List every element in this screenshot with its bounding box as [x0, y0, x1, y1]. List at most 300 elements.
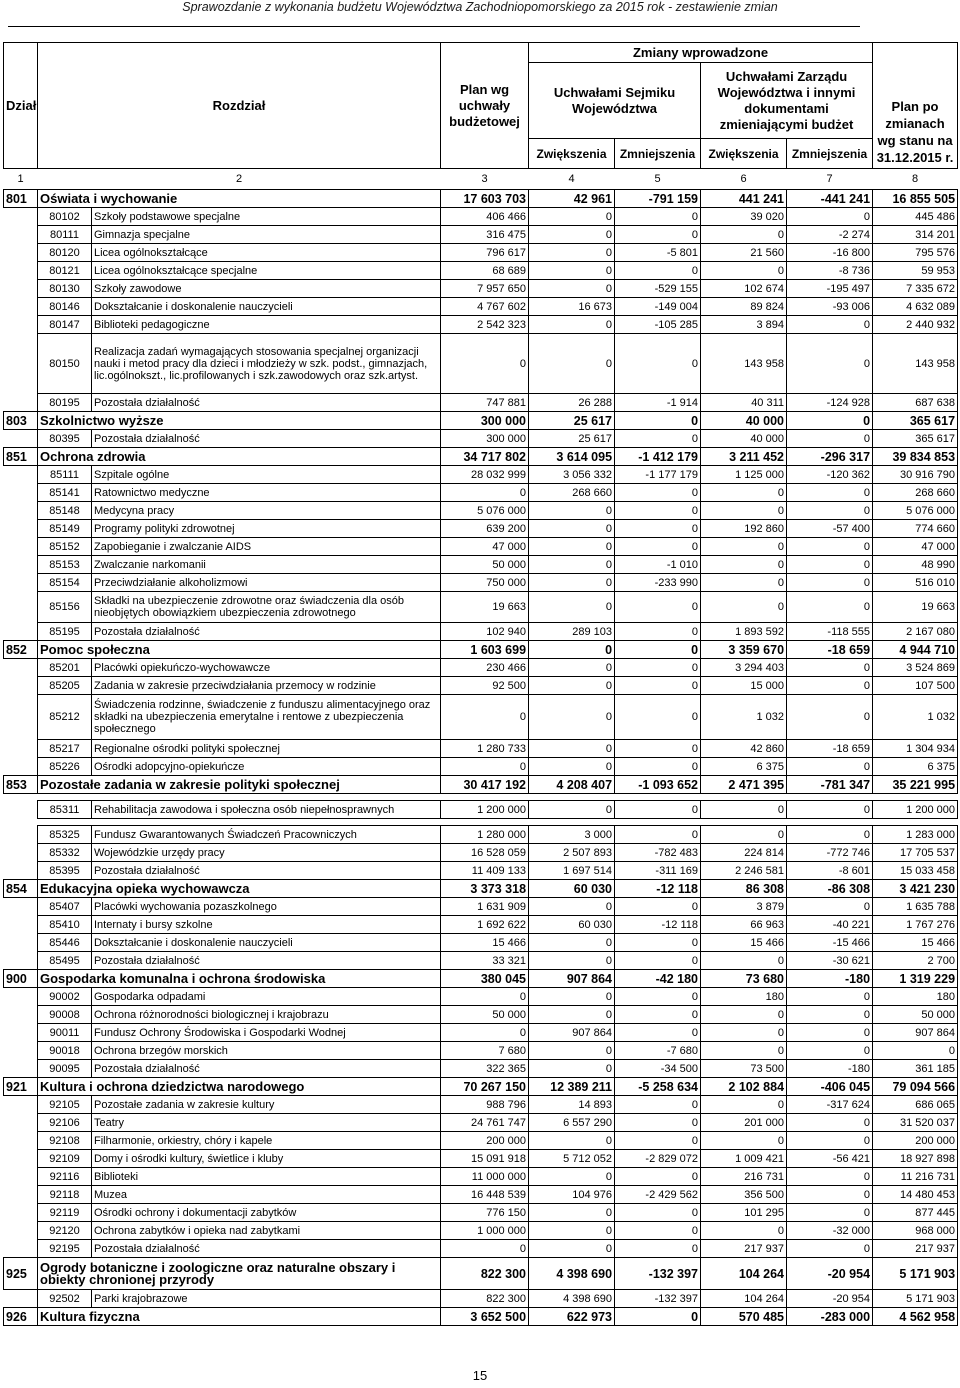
dzial-empty-cell [4, 758, 38, 776]
zarzad-zwiekszenia-value: 356 500 [701, 1186, 787, 1204]
rozdzial-name: Rehabilitacja zawodowa i społeczna osób niepełnosprawnych [92, 801, 441, 819]
rozdzial-name: Zapobieganie i zwalczanie AIDS [92, 538, 441, 556]
rozdzial-row [4, 1060, 958, 1078]
sejmik-zmniejszenia-value: 0 [615, 484, 701, 502]
rozdzial-row [4, 574, 958, 592]
dzial-empty-cell [4, 538, 38, 556]
plan-wg-uchwaly-value: 406 466 [441, 208, 529, 226]
zarzad-zwiekszenia-value: 40 000 [701, 412, 787, 430]
sejmik-zmniejszenia-value: 0 [615, 1204, 701, 1222]
sejmik-zwiekszenia-value: 0 [529, 226, 615, 244]
plan-po-zmianach-value: 4 944 710 [873, 641, 958, 659]
zarzad-zwiekszenia-value: 104 264 [701, 1290, 787, 1308]
sejmik-zmniejszenia-value: 0 [615, 740, 701, 758]
plan-wg-uchwaly-value: 17 603 703 [441, 190, 529, 208]
sejmik-zwiekszenia-value: 0 [529, 1222, 615, 1240]
dzial-row [4, 448, 958, 466]
plan-wg-uchwaly-value: 0 [441, 758, 529, 776]
plan-po-zmianach-value: 30 916 790 [873, 466, 958, 484]
header-uchwaly-zarzadu: Uchwałami Zarządu Województwa i innymi dokumentami zmieniającymi budżet [701, 63, 873, 139]
zarzad-zmniejszenia-value: 0 [787, 677, 873, 695]
zarzad-zwiekszenia-value: 39 020 [701, 208, 787, 226]
plan-po-zmianach-value: 268 660 [873, 484, 958, 502]
plan-po-zmianach-value: 11 216 731 [873, 1168, 958, 1186]
plan-po-zmianach-value: 1 283 000 [873, 826, 958, 844]
sejmik-zwiekszenia-value: 0 [529, 952, 615, 970]
zarzad-zmniejszenia-value: 0 [787, 1024, 873, 1042]
plan-wg-uchwaly-value: 34 717 802 [441, 448, 529, 466]
zarzad-zwiekszenia-value: 0 [701, 952, 787, 970]
sejmik-zmniejszenia-value: -1 010 [615, 556, 701, 574]
zarzad-zmniejszenia-value: 0 [787, 1186, 873, 1204]
dzial-empty-cell [4, 695, 38, 740]
dzial-empty-cell [4, 862, 38, 880]
plan-po-zmianach-value: 795 576 [873, 244, 958, 262]
plan-po-zmianach-value: 1 032 [873, 695, 958, 740]
rozdzial-row [4, 262, 958, 280]
plan-po-zmianach-value: 2 440 932 [873, 316, 958, 334]
plan-po-zmianach-value: 14 480 453 [873, 1186, 958, 1204]
dzial-empty-cell [4, 1240, 38, 1258]
zarzad-zwiekszenia-value: 0 [701, 1042, 787, 1060]
zarzad-zmniejszenia-value: 0 [787, 758, 873, 776]
zarzad-zwiekszenia-value: 0 [701, 1132, 787, 1150]
rozdzial-code: 85154 [38, 574, 92, 592]
rozdzial-name: Domy i ośrodki kultury, świetlice i kluby [92, 1150, 441, 1168]
plan-po-zmianach-value: 1 635 788 [873, 898, 958, 916]
rozdzial-row [4, 844, 958, 862]
header-sejmik-zmniejszenia: Zmniejszenia [615, 139, 701, 169]
plan-po-zmianach-value: 35 221 995 [873, 776, 958, 794]
plan-po-zmianach-value: 877 445 [873, 1204, 958, 1222]
sejmik-zwiekszenia-value: 622 973 [529, 1308, 615, 1326]
zarzad-zmniejszenia-value: 0 [787, 1168, 873, 1186]
rozdzial-code: 85495 [38, 952, 92, 970]
sejmik-zmniejszenia-value: 0 [615, 801, 701, 819]
plan-wg-uchwaly-value: 5 076 000 [441, 502, 529, 520]
rozdzial-name: Przeciwdziałanie alkoholizmowi [92, 574, 441, 592]
sejmik-zmniejszenia-value: 0 [615, 208, 701, 226]
sejmik-zmniejszenia-value: 0 [615, 952, 701, 970]
plan-po-zmianach-value: 31 520 037 [873, 1114, 958, 1132]
rozdzial-code: 85195 [38, 623, 92, 641]
sejmik-zwiekszenia-value: 0 [529, 574, 615, 592]
column-number: 5 [654, 173, 661, 185]
dzial-code: 926 [4, 1308, 38, 1326]
zarzad-zmniejszenia-value: 0 [787, 556, 873, 574]
rozdzial-row [4, 1290, 958, 1308]
dzial-empty-cell [4, 574, 38, 592]
zarzad-zwiekszenia-value: 0 [701, 556, 787, 574]
rozdzial-row [4, 592, 958, 623]
sejmik-zwiekszenia-value: 25 617 [529, 412, 615, 430]
sejmik-zmniejszenia-value: 0 [615, 502, 701, 520]
plan-po-zmianach-value: 48 990 [873, 556, 958, 574]
dzial-empty-cell [4, 1186, 38, 1204]
zarzad-zmniejszenia-value: -195 497 [787, 280, 873, 298]
rozdzial-name: Szkoły zawodowe [92, 280, 441, 298]
zarzad-zwiekszenia-value: 42 860 [701, 740, 787, 758]
rozdzial-name: Programy polityki zdrowotnej [92, 520, 441, 538]
rozdzial-name: Fundusz Gwarantowanych Świadczeń Pracowniczych [92, 826, 441, 844]
zarzad-zmniejszenia-value: -2 274 [787, 226, 873, 244]
budget-changes-table [3, 42, 958, 1326]
zarzad-zwiekszenia-value: 86 308 [701, 880, 787, 898]
sejmik-zwiekszenia-value: 0 [529, 988, 615, 1006]
rozdzial-name: Placówki wychowania pozaszkolnego [92, 898, 441, 916]
rozdzial-row [4, 430, 958, 448]
zarzad-zmniejszenia-value: 0 [787, 484, 873, 502]
rozdzial-name: Ośrodki ochrony i dokumentacji zabytków [92, 1204, 441, 1222]
dzial-empty-cell [4, 334, 38, 394]
plan-wg-uchwaly-value: 2 542 323 [441, 316, 529, 334]
sejmik-zwiekszenia-value: 1 697 514 [529, 862, 615, 880]
zarzad-zwiekszenia-value: 104 264 [701, 1258, 787, 1290]
zarzad-zmniejszenia-value: -283 000 [787, 1308, 873, 1326]
sejmik-zmniejszenia-value: 0 [615, 623, 701, 641]
plan-po-zmianach-value: 4 562 958 [873, 1308, 958, 1326]
dzial-code: 853 [4, 776, 38, 794]
plan-po-zmianach-value: 361 185 [873, 1060, 958, 1078]
rozdzial-code: 80111 [38, 226, 92, 244]
plan-wg-uchwaly-value: 1 000 000 [441, 1222, 529, 1240]
zarzad-zwiekszenia-value: 3 359 670 [701, 641, 787, 659]
rozdzial-name: Gospodarka odpadami [92, 988, 441, 1006]
sejmik-zwiekszenia-value: 0 [529, 520, 615, 538]
zarzad-zmniejszenia-value: -56 421 [787, 1150, 873, 1168]
sejmik-zmniejszenia-value: -2 829 072 [615, 1150, 701, 1168]
plan-wg-uchwaly-value: 7 680 [441, 1042, 529, 1060]
rozdzial-code: 85156 [38, 592, 92, 623]
sejmik-zwiekszenia-value: 907 864 [529, 1024, 615, 1042]
zarzad-zwiekszenia-value: 0 [701, 1024, 787, 1042]
sejmik-zwiekszenia-value: 0 [529, 334, 615, 394]
dzial-row [4, 880, 958, 898]
plan-wg-uchwaly-value: 30 417 192 [441, 776, 529, 794]
plan-wg-uchwaly-value: 300 000 [441, 430, 529, 448]
zarzad-zwiekszenia-value: 21 560 [701, 244, 787, 262]
plan-po-zmianach-value: 143 958 [873, 334, 958, 394]
sejmik-zmniejszenia-value: -42 180 [615, 970, 701, 988]
header-rule [8, 26, 860, 27]
zarzad-zmniejszenia-value: 0 [787, 1240, 873, 1258]
sejmik-zwiekszenia-value: 0 [529, 801, 615, 819]
rozdzial-name: Ochrona różnorodności biologicznej i krajobrazu [92, 1006, 441, 1024]
rozdzial-name: Muzea [92, 1186, 441, 1204]
rozdzial-row [4, 466, 958, 484]
rozdzial-row [4, 659, 958, 677]
zarzad-zwiekszenia-value: 217 937 [701, 1240, 787, 1258]
header-plan-po-zmianach: Plan po zmianach wg stanu na 31.12.2015 r. [873, 43, 958, 169]
rozdzial-row [4, 316, 958, 334]
rozdzial-name: Ochrona brzegów morskich [92, 1042, 441, 1060]
rozdzial-name: Medycyna pracy [92, 502, 441, 520]
rozdzial-code: 90008 [38, 1006, 92, 1024]
rozdzial-code: 80130 [38, 280, 92, 298]
sejmik-zmniejszenia-value: -12 118 [615, 916, 701, 934]
rozdzial-code: 92116 [38, 1168, 92, 1186]
zarzad-zwiekszenia-value: 40 000 [701, 430, 787, 448]
sejmik-zwiekszenia-value: 0 [529, 695, 615, 740]
dzial-empty-cell [4, 801, 38, 819]
rozdzial-name: Placówki opiekuńczo-wychowawcze [92, 659, 441, 677]
sejmik-zwiekszenia-value: 4 398 690 [529, 1258, 615, 1290]
rozdzial-name: Biblioteki pedagogiczne [92, 316, 441, 334]
rozdzial-name: Zwalczanie narkomanii [92, 556, 441, 574]
plan-po-zmianach-value: 686 065 [873, 1096, 958, 1114]
sejmik-zmniejszenia-value: -7 680 [615, 1042, 701, 1060]
plan-po-zmianach-value: 1 200 000 [873, 801, 958, 819]
dzial-empty-cell [4, 1006, 38, 1024]
rozdzial-name: Parki krajobrazowe [92, 1290, 441, 1308]
zarzad-zwiekszenia-value: 15 466 [701, 934, 787, 952]
dzial-empty-cell [4, 394, 38, 412]
rozdzial-code: 92106 [38, 1114, 92, 1132]
zarzad-zmniejszenia-value: -18 659 [787, 641, 873, 659]
plan-wg-uchwaly-value: 0 [441, 1024, 529, 1042]
sejmik-zwiekszenia-value: 26 288 [529, 394, 615, 412]
zarzad-zmniejszenia-value: -406 045 [787, 1078, 873, 1096]
rozdzial-name: Gimnazja specjalne [92, 226, 441, 244]
zarzad-zwiekszenia-value: 0 [701, 801, 787, 819]
rozdzial-row [4, 226, 958, 244]
plan-po-zmianach-value: 16 855 505 [873, 190, 958, 208]
rozdzial-row [4, 1186, 958, 1204]
plan-po-zmianach-value: 6 375 [873, 758, 958, 776]
plan-wg-uchwaly-value: 3 373 318 [441, 880, 529, 898]
zarzad-zwiekszenia-value: 2 102 884 [701, 1078, 787, 1096]
rozdzial-code: 90002 [38, 988, 92, 1006]
rozdzial-row [4, 1042, 958, 1060]
sejmik-zwiekszenia-value: 0 [529, 262, 615, 280]
dzial-empty-cell [4, 740, 38, 758]
plan-po-zmianach-value: 19 663 [873, 592, 958, 623]
running-header: Sprawozdanie z wykonania budżetu Województwa Zachodniopomorskiego za 2015 rok - zestawienie zmian [182, 0, 778, 14]
dzial-row [4, 641, 958, 659]
rozdzial-code: 90018 [38, 1042, 92, 1060]
rozdzial-name: Ośrodki adopcyjno-opiekuńcze [92, 758, 441, 776]
sejmik-zwiekszenia-value: 0 [529, 1006, 615, 1024]
plan-po-zmianach-value: 107 500 [873, 677, 958, 695]
zarzad-zmniejszenia-value: -18 659 [787, 740, 873, 758]
dzial-row [4, 1258, 958, 1290]
zarzad-zwiekszenia-value: 40 311 [701, 394, 787, 412]
rozdzial-name: Pozostała działalność [92, 623, 441, 641]
dzial-empty-cell [4, 262, 38, 280]
dzial-name: Kultura i ochrona dziedzictwa narodowego [38, 1078, 441, 1096]
plan-wg-uchwaly-value: 102 940 [441, 623, 529, 641]
sejmik-zmniejszenia-value: -1 914 [615, 394, 701, 412]
rozdzial-code: 85152 [38, 538, 92, 556]
sejmik-zwiekszenia-value: 3 056 332 [529, 466, 615, 484]
sejmik-zwiekszenia-value: 5 712 052 [529, 1150, 615, 1168]
sejmik-zwiekszenia-value: 0 [529, 659, 615, 677]
rozdzial-name: Zadania w zakresie przeciwdziałania przemocy w rodzinie [92, 677, 441, 695]
sejmik-zmniejszenia-value: -2 429 562 [615, 1186, 701, 1204]
rozdzial-row [4, 695, 958, 740]
rozdzial-row [4, 1240, 958, 1258]
zarzad-zwiekszenia-value: 192 860 [701, 520, 787, 538]
plan-wg-uchwaly-value: 300 000 [441, 412, 529, 430]
plan-po-zmianach-value: 2 167 080 [873, 623, 958, 641]
zarzad-zwiekszenia-value: 441 241 [701, 190, 787, 208]
rozdzial-name: Ratownictwo medyczne [92, 484, 441, 502]
sejmik-zmniejszenia-value: 0 [615, 1024, 701, 1042]
plan-po-zmianach-value: 687 638 [873, 394, 958, 412]
rozdzial-row [4, 1096, 958, 1114]
sejmik-zmniejszenia-value: 0 [615, 988, 701, 1006]
zarzad-zwiekszenia-value: 143 958 [701, 334, 787, 394]
dzial-name: Kultura fizyczna [38, 1308, 441, 1326]
zarzad-zwiekszenia-value: 3 894 [701, 316, 787, 334]
zarzad-zwiekszenia-value: 66 963 [701, 916, 787, 934]
rozdzial-name: Pozostała działalność [92, 862, 441, 880]
dzial-empty-cell [4, 1290, 38, 1308]
dzial-empty-cell [4, 1168, 38, 1186]
sejmik-zmniejszenia-value: 0 [615, 538, 701, 556]
plan-wg-uchwaly-value: 33 321 [441, 952, 529, 970]
sejmik-zmniejszenia-value: -12 118 [615, 880, 701, 898]
rozdzial-code: 92120 [38, 1222, 92, 1240]
rozdzial-name: Ochrona zabytków i opieka nad zabytkami [92, 1222, 441, 1240]
plan-po-zmianach-value: 3 421 230 [873, 880, 958, 898]
dzial-row [4, 412, 958, 430]
sejmik-zmniejszenia-value: 0 [615, 226, 701, 244]
rozdzial-code: 85111 [38, 466, 92, 484]
dzial-code: 854 [4, 880, 38, 898]
sejmik-zmniejszenia-value: 0 [615, 1308, 701, 1326]
header-zarzad-zwiekszenia: Zwiększenia [701, 139, 787, 169]
zarzad-zmniejszenia-value: 0 [787, 988, 873, 1006]
rozdzial-code: 90011 [38, 1024, 92, 1042]
dzial-empty-cell [4, 677, 38, 695]
dzial-row [4, 1078, 958, 1096]
sejmik-zmniejszenia-value: 0 [615, 641, 701, 659]
zarzad-zwiekszenia-value: 180 [701, 988, 787, 1006]
plan-wg-uchwaly-value: 47 000 [441, 538, 529, 556]
sejmik-zwiekszenia-value: 0 [529, 758, 615, 776]
sejmik-zmniejszenia-value: 0 [615, 592, 701, 623]
sejmik-zwiekszenia-value: 0 [529, 1240, 615, 1258]
rozdzial-row [4, 862, 958, 880]
plan-po-zmianach-value: 180 [873, 988, 958, 1006]
dzial-empty-cell [4, 1114, 38, 1132]
zarzad-zmniejszenia-value: -120 362 [787, 466, 873, 484]
rozdzial-code: 92118 [38, 1186, 92, 1204]
sejmik-zwiekszenia-value: 4 398 690 [529, 1290, 615, 1308]
plan-po-zmianach-value: 2 700 [873, 952, 958, 970]
rozdzial-name: Internaty i bursy szkolne [92, 916, 441, 934]
sejmik-zwiekszenia-value: 6 557 290 [529, 1114, 615, 1132]
rozdzial-code: 85410 [38, 916, 92, 934]
header-plan-wg-uchwaly: Plan wg uchwały budżetowej [441, 43, 529, 169]
zarzad-zwiekszenia-value: 6 375 [701, 758, 787, 776]
rozdzial-code: 92502 [38, 1290, 92, 1308]
sejmik-zmniejszenia-value: -149 004 [615, 298, 701, 316]
rozdzial-row [4, 740, 958, 758]
dzial-code: 801 [4, 190, 38, 208]
dzial-empty-cell [4, 592, 38, 623]
plan-wg-uchwaly-value: 1 280 733 [441, 740, 529, 758]
table-body [4, 190, 958, 1326]
zarzad-zmniejszenia-value: 0 [787, 695, 873, 740]
plan-po-zmianach-value: 39 834 853 [873, 448, 958, 466]
rozdzial-code: 85149 [38, 520, 92, 538]
zarzad-zmniejszenia-value: -124 928 [787, 394, 873, 412]
rozdzial-row [4, 801, 958, 819]
plan-po-zmianach-value: 15 033 458 [873, 862, 958, 880]
sejmik-zwiekszenia-value: 0 [529, 1060, 615, 1078]
plan-wg-uchwaly-value: 822 300 [441, 1258, 529, 1290]
sejmik-zmniejszenia-value: -791 159 [615, 190, 701, 208]
rozdzial-row [4, 988, 958, 1006]
sejmik-zmniejszenia-value: 0 [615, 758, 701, 776]
rozdzial-code: 92109 [38, 1150, 92, 1168]
plan-wg-uchwaly-value: 11 409 133 [441, 862, 529, 880]
zarzad-zwiekszenia-value: 102 674 [701, 280, 787, 298]
zarzad-zmniejszenia-value: -93 006 [787, 298, 873, 316]
rozdzial-code: 85212 [38, 695, 92, 740]
rozdzial-code: 80195 [38, 394, 92, 412]
rozdzial-row [4, 952, 958, 970]
plan-po-zmianach-value: 50 000 [873, 1006, 958, 1024]
plan-wg-uchwaly-value: 1 692 622 [441, 916, 529, 934]
rozdzial-code: 85141 [38, 484, 92, 502]
dzial-empty-cell [4, 934, 38, 952]
plan-wg-uchwaly-value: 200 000 [441, 1132, 529, 1150]
zarzad-zmniejszenia-value: -118 555 [787, 623, 873, 641]
zarzad-zmniejszenia-value: -30 621 [787, 952, 873, 970]
plan-wg-uchwaly-value: 7 957 650 [441, 280, 529, 298]
sejmik-zwiekszenia-value: 0 [529, 641, 615, 659]
plan-po-zmianach-value: 907 864 [873, 1024, 958, 1042]
spacer-row [4, 819, 958, 826]
header-dzial: Dział [4, 43, 38, 169]
zarzad-zwiekszenia-value: 570 485 [701, 1308, 787, 1326]
zarzad-zmniejszenia-value: -32 000 [787, 1222, 873, 1240]
zarzad-zwiekszenia-value: 0 [701, 484, 787, 502]
plan-po-zmianach-value: 3 524 869 [873, 659, 958, 677]
sejmik-zwiekszenia-value: 3 000 [529, 826, 615, 844]
plan-po-zmianach-value: 445 486 [873, 208, 958, 226]
plan-wg-uchwaly-value: 15 466 [441, 934, 529, 952]
plan-wg-uchwaly-value: 50 000 [441, 1006, 529, 1024]
zarzad-zmniejszenia-value: -40 221 [787, 916, 873, 934]
zarzad-zwiekszenia-value: 0 [701, 262, 787, 280]
rozdzial-code: 80150 [38, 334, 92, 394]
plan-po-zmianach-value: 5 171 903 [873, 1290, 958, 1308]
sejmik-zwiekszenia-value: 0 [529, 1168, 615, 1186]
dzial-empty-cell [4, 298, 38, 316]
rozdzial-row [4, 1204, 958, 1222]
rozdzial-code: 85395 [38, 862, 92, 880]
zarzad-zwiekszenia-value: 2 246 581 [701, 862, 787, 880]
sejmik-zmniejszenia-value: 0 [615, 262, 701, 280]
rozdzial-name: Pozostała działalność [92, 394, 441, 412]
sejmik-zwiekszenia-value: 907 864 [529, 970, 615, 988]
dzial-row [4, 776, 958, 794]
zarzad-zmniejszenia-value: 0 [787, 592, 873, 623]
rozdzial-row [4, 623, 958, 641]
zarzad-zwiekszenia-value: 216 731 [701, 1168, 787, 1186]
dzial-row [4, 190, 958, 208]
dzial-empty-cell [4, 898, 38, 916]
rozdzial-row [4, 1168, 958, 1186]
header-zarzad-zmniejszenia: Zmniejszenia [787, 139, 873, 169]
rozdzial-code: 85332 [38, 844, 92, 862]
zarzad-zmniejszenia-value: 0 [787, 412, 873, 430]
zarzad-zmniejszenia-value: 0 [787, 1132, 873, 1150]
